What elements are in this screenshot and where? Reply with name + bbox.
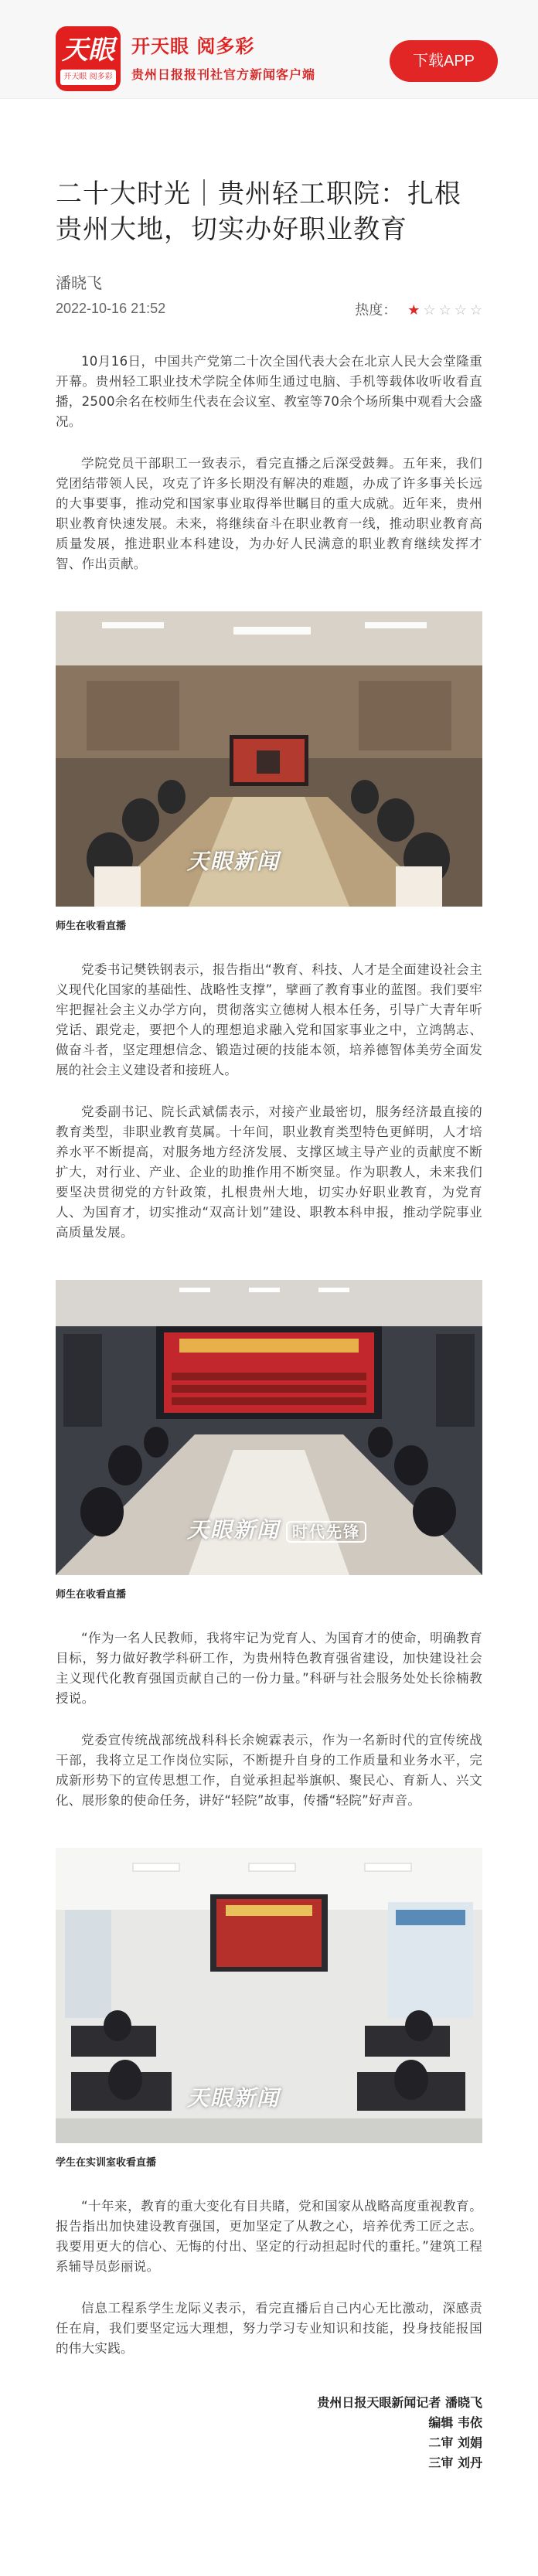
- signature-third-review: 三审 刘丹: [428, 2455, 482, 2470]
- article-title: 二十大时光｜贵州轻工职院：扎根贵州大地，切实办好职业教育: [56, 179, 461, 245]
- logo-subtext: 开天眼 阅多彩: [60, 70, 116, 85]
- hot-label: 热度：: [355, 302, 397, 318]
- hot-rating: [355, 299, 482, 319]
- logo-text: 天眼: [62, 35, 114, 66]
- photo-watermark: [187, 2081, 280, 2112]
- app-subline: 贵州日报报刊社官方新闻客户端: [131, 67, 316, 82]
- paragraph: “作为一名人民教师，我将牢记为党育人、为国育才的使命，明确教育目标，努力做好教学科研工作，为贵州特色教育强省建设，加快建设社会主义现代化教育强国贡献自己的一份力量。”科研与社会服务处处长徐楠教授说。: [56, 1631, 482, 1706]
- app-header: [0, 0, 538, 99]
- watermark-text: 天眼新闻: [187, 2085, 281, 2111]
- article: [0, 176, 538, 2520]
- paragraph: 党委书记樊铁钢表示，报告指出“教育、科技、人才是全面建设社会主义现代化国家的基础性、战略性支撑”，擘画了教育事业的蓝图。我们要牢牢把握社会主义办学方向，贯彻落实立德树人根本任务，引导广大青年听党话、跟党走，要把个人的理想追求融入党和国家事业之中，立鸿鹄志、做奋斗者，坚定理想信念、锻造过硬的技能本领，培养德智体美劳全面发展的社会主义建设者和接班人。: [56, 962, 482, 1077]
- signature-second-review: 二审 刘娟: [428, 2435, 482, 2450]
- article-author[interactable]: 潘晓飞: [56, 274, 102, 292]
- photo-caption: 师生在收看直播: [56, 1589, 127, 1601]
- paragraph: 党委副书记、院长武斌儒表示，对接产业最密切，服务经济最直接的教育类型，非职业教育莫属。十年间，职业教育类型特色更鲜明，人才培养水平不断提高，对服务地方经济发展、支撑区域主导产业的贡献度不断扩大，对行业、产业、企业的助推作用不断突显。作为职教人，未来我们要坚决贯彻党的方针政策，扎根贵州大地，切实办好职业教育，为党育人、为国育才，切实推动“双高计划”建设、职教本科申报，推动学院事业高质量发展。: [56, 1104, 482, 1240]
- download-app-button[interactable]: 下载APP: [390, 40, 498, 82]
- photo-caption: 学生在实训室收看直播: [56, 2157, 157, 2169]
- article-signature: [56, 2393, 482, 2473]
- star-filled-icon: ★: [407, 302, 421, 318]
- paragraph: 学院党员干部职工一致表示，看完直播之后深受鼓舞。五年来，我们党团结带领人民，攻克了许多长期没有解决的难题，办成了许多事关长远的大事要事，推动党和国家事业取得举世瞩目的重大成就。近年来，贵州职业教育快速发展。未来，将继续奋斗在职业教育一线，推动职业教育高质量发展，推进职业本科建设，为办好人民满意的职业教育继续发挥才智、作出贡献。: [56, 456, 482, 571]
- bottom-spacer: [56, 2473, 482, 2520]
- photo-caption: 师生在收看直播: [56, 920, 127, 932]
- rating-stars: [404, 302, 482, 318]
- app-logo[interactable]: [56, 26, 121, 91]
- app-slogan: 开天眼 阅多彩: [131, 36, 255, 57]
- photo-watermark: [187, 1513, 366, 1544]
- star-empty-icon: ☆: [438, 302, 451, 318]
- publish-date: 2022-10-16 21:52: [56, 301, 166, 316]
- signature-reporter: 贵州日报天眼新闻记者 潘晓飞: [317, 2395, 482, 2410]
- photo-meeting-room: [56, 611, 482, 907]
- watermark-tag: 时代先锋: [286, 1521, 366, 1543]
- paragraph: 信息工程系学生龙际义表示，看完直播后自己内心无比激动，深感责任在肩，我们要坚定远大理想，努力学习专业知识和技能，投身技能报国的伟大实践。: [56, 2301, 482, 2356]
- article-meta: [56, 299, 482, 321]
- signature-editor: 编辑 韦依: [428, 2415, 482, 2430]
- paragraph: “十年来，教育的重大变化有目共睹，党和国家从战略高度重视教育。报告指出加快建设教育强国，更加坚定了从教之心，培养优秀工匠之志。我要用更大的信心、无悔的付出、坚定的行动担起时代的重托。”建筑工程系辅导员彭丽说。: [56, 2199, 482, 2274]
- photo-lecture-hall: [56, 1280, 482, 1575]
- paragraph: 10月16日，中国共产党第二十次全国代表大会在北京人民大会堂隆重开幕。贵州轻工职业技术学院全体师生通过电脑、手机等载体收听收看直播，2500余名在校师生代表在会议室、教室等70余个场所集中观看大会盛况。: [56, 354, 482, 429]
- star-empty-icon: ☆: [454, 302, 467, 318]
- watermark-text: 天眼新闻: [187, 849, 281, 874]
- paragraph: 党委宣传统战部统战科科长余婉霖表示，作为一名新时代的宣传统战干部，我将立足工作岗位实际，不断提升自身的工作质量和业务水平，完成新形势下的宣传思想工作，自觉承担起举旗帜、聚民心、育新人、兴文化、展形象的使命任务，讲好“轻院”故事，传播“轻院”好声音。: [56, 1733, 482, 1808]
- photo-training-lab: [56, 1848, 482, 2143]
- watermark-text: 天眼新闻: [187, 1517, 281, 1543]
- photo-watermark: [187, 845, 280, 876]
- star-empty-icon: ☆: [469, 302, 482, 318]
- star-empty-icon: ☆: [423, 302, 436, 318]
